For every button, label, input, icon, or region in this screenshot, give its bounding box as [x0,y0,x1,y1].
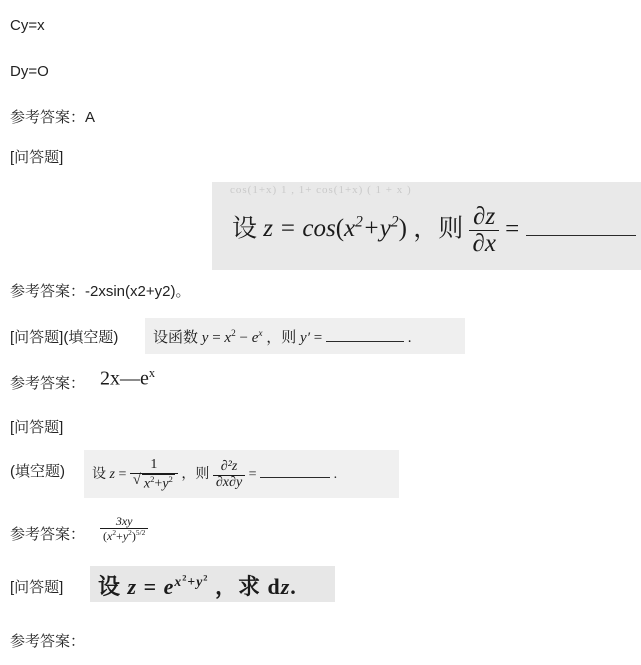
formula-3-z: z [109,467,115,483]
text-line-cy: Cy=x [10,17,45,34]
fill-tag-3: (填空题) [10,463,65,480]
formula-3-frac-den: √ $x^2+y^2$ [130,474,178,492]
formula-1-comma: ，则 [413,215,464,243]
answer-5-label: 参考答案： [10,633,86,650]
formula-1-body: $z = \cos(x^2+y^2)$ [263,214,407,243]
formula-1-blank [526,213,636,237]
formula-2-yprime: y′ [300,330,310,346]
answer-4-num: 3xy [100,515,148,529]
formula-3-equals: = [248,467,257,483]
formula-1-partial-den: ∂x [472,230,496,258]
question-tag-4: [问答题] [10,579,64,596]
formula-3-frac-num: 1 [130,458,178,474]
answer-3-formula: $2x—e^x$ [100,366,156,390]
answer-2-line: 参考答案：-2xsin(x2+y2)。 [10,283,191,300]
formula-1-prefix: 设 [232,215,258,243]
formula-3-content: 设 z = 1 √ $x^2+y^2$ ，则 $\frac{\text{∂²z}}{\partial x\partial y}$ = . [92,458,337,492]
formula-3-blank [260,465,330,479]
answer-4-fraction [100,515,148,542]
formula-image-2 [145,318,465,354]
formula-2-prefix: 设函数 [153,330,199,346]
text-line-dy: Dy=O [10,63,49,80]
answer-a-line: 参考答案：A [10,109,96,126]
answer-4-label: 参考答案： [10,526,86,543]
question-tag-1: [问答题] [10,149,64,166]
formula-2-content: 设函数 $y = x^2 - e^x$ ，则 y′ = . [153,329,412,346]
formula-1-content [232,204,636,258]
formula-3-then: ，则 [181,467,210,483]
formula-1-equals: = [505,215,520,243]
formula-image-1 [212,182,641,270]
formula-image-4 [90,566,335,602]
formula-3-partial-den: ∂x∂y [215,474,243,490]
answer-3-label: 参考答案： [10,375,86,392]
formula-1-partial [469,204,498,258]
formula-2-period: . [407,330,412,346]
formula-3-partial-num: ∂²z [213,460,245,476]
formula-2-blank [326,328,404,343]
formula-2-body: $y = x^2 - e^x$ [201,329,263,346]
formula-3-partial [213,460,245,490]
formula-3-period: . [333,467,338,483]
answer-4-formula [100,515,148,542]
formula-3-fraction [130,458,178,492]
question-tag-2: [问答题](填空题) [10,329,119,346]
question-tag-3: [问答题] [10,419,64,436]
formula-2-then: ，则 [266,330,297,346]
formula-image-3 [84,450,399,498]
formula-3-prefix: 设 [92,467,106,483]
answer-4-den: $(x^2+y^2)^{5/2}$ [103,527,146,543]
formula-1-partial-num: ∂z [469,204,498,231]
formula-1-ghost-text: cos(1+x) 1 , 1+ cos(1+x) ( 1 + x ) [230,184,412,196]
formula-4-content: 设 $z = e^{x^2+y^2}$ ，求 dz. [98,572,297,599]
